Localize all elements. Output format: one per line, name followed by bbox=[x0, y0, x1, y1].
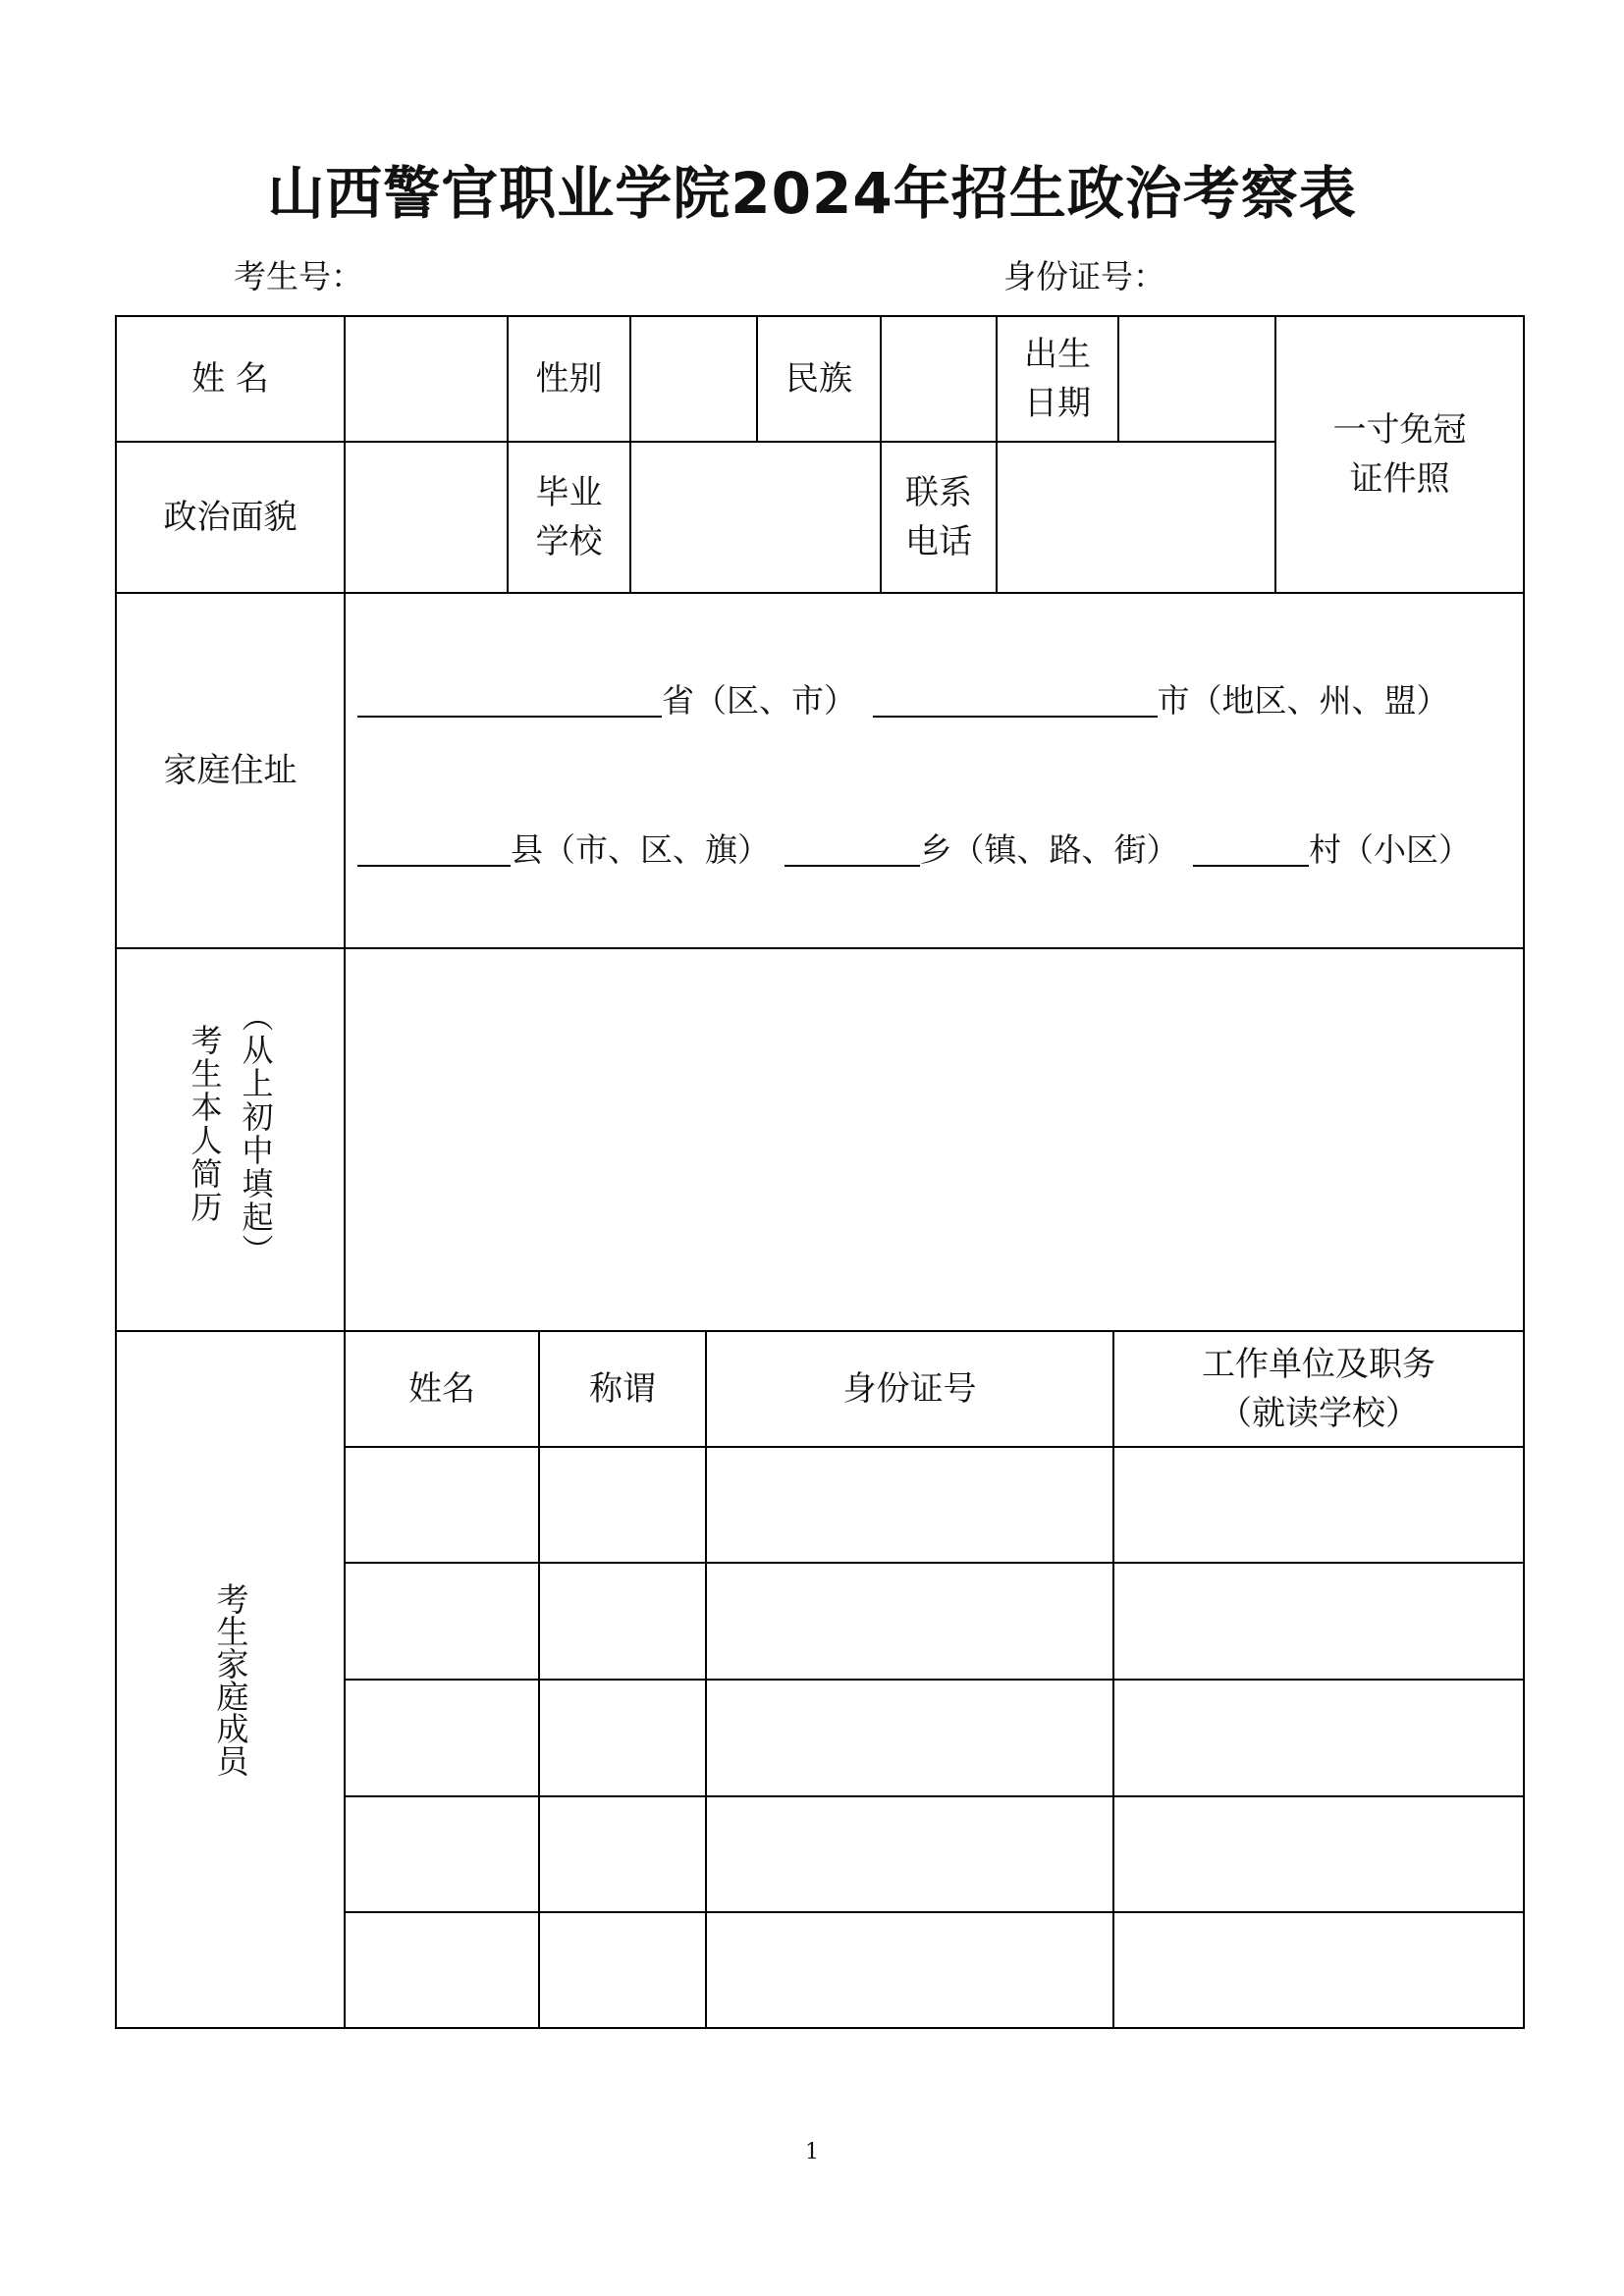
table-row[interactable] bbox=[346, 1681, 1523, 1795]
phone-value[interactable] bbox=[998, 443, 1274, 592]
birth-date-label-line2: 日期 bbox=[1024, 384, 1091, 423]
birth-date-value[interactable] bbox=[1119, 317, 1274, 441]
family-header-work-line1: 工作单位及职务 bbox=[1202, 1345, 1435, 1384]
address-line-2 bbox=[357, 825, 1471, 871]
family-header-work-line2: （就读学校） bbox=[1218, 1394, 1419, 1433]
photo-box[interactable] bbox=[1276, 317, 1523, 592]
gender-value[interactable] bbox=[631, 317, 756, 441]
county-blank[interactable] bbox=[357, 831, 511, 867]
township-suffix: 乡（镇、路、街） bbox=[919, 830, 1179, 869]
home-address-label: 家庭住址 bbox=[163, 751, 298, 790]
page-title: 山西警官职业学院2024年招生政治考察表 bbox=[267, 160, 1357, 227]
table-row[interactable] bbox=[346, 1797, 1523, 1911]
political-status-label: 政治面貌 bbox=[163, 498, 298, 537]
ethnicity-value[interactable] bbox=[882, 317, 996, 441]
id-number-label: 身份证号： bbox=[1003, 257, 1165, 295]
address-line-1 bbox=[357, 675, 1449, 721]
name-label: 姓 名 bbox=[191, 359, 269, 399]
table-border-bottom bbox=[115, 2027, 1525, 2029]
birth-date-label-line1: 出生 bbox=[1024, 335, 1091, 374]
family-header-work bbox=[1114, 1332, 1523, 1446]
village-blank[interactable] bbox=[1193, 831, 1309, 867]
exam-number-label: 考生号： bbox=[234, 257, 363, 295]
school-label-line1: 毕业 bbox=[535, 473, 603, 512]
township-blank[interactable] bbox=[785, 831, 920, 867]
village-suffix: 村（小区） bbox=[1309, 830, 1471, 869]
table-row[interactable] bbox=[346, 1448, 1523, 1562]
school-value[interactable] bbox=[631, 443, 880, 592]
photo-label-line1: 一寸免冠 bbox=[1332, 410, 1467, 450]
province-blank[interactable] bbox=[357, 682, 662, 718]
family-members-label bbox=[117, 1332, 344, 2027]
photo-label-line2: 证件照 bbox=[1349, 459, 1450, 499]
resume-title: 考生本人简历 bbox=[186, 1024, 224, 1224]
county-suffix: 县（市、区、旗） bbox=[511, 830, 770, 869]
ethnicity-label: 民族 bbox=[785, 359, 852, 399]
family-header-relation: 称谓 bbox=[589, 1369, 656, 1409]
political-status-value[interactable] bbox=[346, 443, 507, 592]
family-header-id: 身份证号 bbox=[842, 1369, 977, 1409]
resume-note: （从上初中填起） bbox=[237, 1000, 275, 1267]
city-blank[interactable] bbox=[873, 682, 1158, 718]
province-suffix: 省（区、市） bbox=[662, 681, 856, 720]
school-label bbox=[509, 443, 629, 592]
resume-value[interactable] bbox=[346, 949, 1523, 1330]
table-row[interactable] bbox=[346, 1913, 1523, 2027]
table-row[interactable] bbox=[346, 1564, 1523, 1679]
phone-label-line2: 电话 bbox=[905, 522, 972, 561]
gender-label: 性别 bbox=[535, 359, 603, 399]
name-value[interactable] bbox=[346, 317, 507, 441]
school-label-line2: 学校 bbox=[535, 522, 603, 561]
family-rows bbox=[346, 1448, 1523, 2027]
family-members-title: 考生家庭成员 bbox=[211, 1582, 250, 1777]
resume-label bbox=[117, 949, 344, 1330]
birth-date-label bbox=[998, 317, 1117, 441]
city-suffix: 市（地区、州、盟） bbox=[1157, 681, 1449, 720]
family-header-name: 姓名 bbox=[408, 1369, 475, 1409]
phone-label-line1: 联系 bbox=[905, 473, 972, 512]
table-border-right bbox=[1523, 315, 1525, 2029]
phone-label bbox=[882, 443, 996, 592]
page-number: 1 bbox=[805, 2140, 819, 2164]
